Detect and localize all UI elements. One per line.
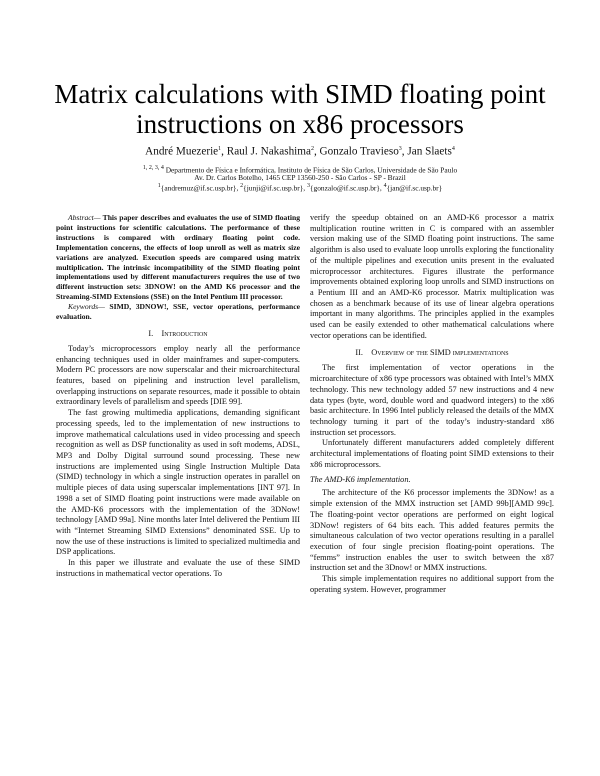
author-sup: 1 <box>218 146 222 152</box>
paragraph: Unfortunately different manufacturers added completely different architectural implementations of floating point SIMD extensions to their x86 microprocessors. <box>310 438 554 469</box>
email-address: {jan@if.sc.usp.br} <box>386 183 443 193</box>
section-1-heading <box>56 328 300 339</box>
paragraph: In this paper we illustrate and evaluate the use of these SIMD instructions in mathematical vector operations. To <box>56 558 300 578</box>
author-name: André Muezerie <box>145 145 219 158</box>
email-address: {gonzalo@if.sc.usp.br}, <box>309 183 384 193</box>
paragraph: verify the speedup obtained on an AMD-K6 processor a matrix multiplication routine written in C is compared with an assembler version making use of the SIMD floating point instructions. The same algorithm is also used to evaluate loop unrolls exploring the functionality of the multiple pipelines and execution units present in the evaluated microprocessor architectures. Figures illustrate the performance improvements obtained exploring loop unrolls and SIMD instructions on a Pentium III and an AMD-K6 processor. Matrix multiplication was chosen as a benchmark because of its use of linear algebra operations important in many algorithms. The principles applied in the examples used can be easily extended to other mathematical calculations where vector operations can be identified. <box>310 213 554 340</box>
abstract-label: Abstract <box>68 213 94 222</box>
email-sup: 3 <box>306 183 310 189</box>
author-name: Jan Slaets <box>407 145 452 158</box>
title-line-1: Matrix calculations with SIMD floating point <box>54 79 546 109</box>
subsection-heading: The AMD-K6 implementation. <box>310 475 411 485</box>
email-sup: 2 <box>240 183 244 189</box>
author-list: André Muezerie$^1$, Raul J. Nakashima$^2$, Gonzalo Travieso$^3$, Jan Slaets$^4$ <box>145 145 455 158</box>
abstract: Abstract— This paper describes and evaluates the use of SIMD floating point instructions for scientific calculations. The performance of these instructions is compared with ordinary floating point code. Implementation concerns, the effects of loop unroll as well as matrix size variations are analyzed. Execution speeds are compared using matrix multiplication. The intrinsic incompatibility of the SIMD floating point implementations used by different manufacturers requires the use of two different instruction sets: 3DNOW! on the AMD K6 processor and the Streaming-SIMD Extensions (SSE) on the Intel Pentium III processor. <box>56 213 300 302</box>
author-name: Gonzalo Travieso <box>319 145 399 158</box>
section-title-part: SIMD <box>427 348 453 358</box>
paragraph: The fast growing multimedia applications, demanding significant processing speeds, led to the implementation of new instructions to improve mathematical calculations used in video processing and speech recognition as well as DSP functionality as used in soft modems, ADSL, MP3 and Dolby Digital surround sound processing. These new instructions are implemented using Single Instruction Multiple Data (SIMD) technology in which a single instruction operates in parallel on multiple pieces of data using superscalar implementations [INT 97]. In 1998 a set of SIMD floating point instructions were made available on the AMD-K6 processors with the implementation of the 3DNow! technology [AMD 99a]. Nine months later Intel delivered the Pentium III with “Internet Streaming SIMD Extensions” denominated SSE. Up to now the use of these instructions is limited to specialized multimedia and DSP applications. <box>56 408 301 557</box>
title-line-2: instructions on x86 processors <box>136 109 464 139</box>
paper-title <box>40 79 560 139</box>
paragraph: This simple implementation requires no additional support from the operating system. However, programmer <box>310 574 554 594</box>
affiliation-institute: Departmento de Física e Informática, Instituto de Física de São Carlos, Universidade de São Paulo <box>163 165 458 175</box>
section-number: I. <box>148 328 154 338</box>
section-2-heading <box>310 347 554 358</box>
section-title: Introduction <box>161 328 208 338</box>
affiliation-emails <box>80 182 520 192</box>
email-sup: 1 <box>157 183 161 189</box>
keywords-text: SIMD, 3DNOW!, SSE, vector operations, performance evaluation. <box>56 302 300 322</box>
paragraph: The first implementation of vector operations in the microarchitecture of x86 type processors was obtained with Intel’s MMX technology. This new technology added 57 new instructions and 4 new data types (byte, word, double word and quadword integers) to the x86 basic architecture. In 1996 Intel publicly released the details of the MMX technology turning it part of the today’s industry-standard x86 instruction set processors. <box>310 363 554 437</box>
email-address: {junji@if.sc.usp.br}, <box>243 183 307 193</box>
author-sup: 3 <box>398 146 402 152</box>
author-sup: 2 <box>310 146 314 152</box>
affiliation-sup: 1, 2, 3, 4 <box>142 165 164 171</box>
author-name: Raul J. Nakashima <box>226 145 311 158</box>
paragraph: Today’s microprocessors employ nearly all the performance enhancing techniques used in older mainframes and super-computers. Modern PC processors are now superscalar and their microarchitectural features, based on pipelining and instruction level parallelism, overlapping instructions on separate resources, made it possible to obtain extraordinary levels of parallelism and speeds [DIE 99]. <box>56 343 300 407</box>
email-address: {andremuz@if.sc.usp.br}, <box>160 183 241 193</box>
paragraph: The architecture of the K6 processor implements the 3DNow! as a simple extension of the MMX instruction set [AMD 99b][AMD 99c]. The floating-point vector operations are performed on eight logical 3DNow! registers of 64 bits each. This added features permits the simultaneous calculation of two vector operations resulting in a parallel execution of four single precision floating-point operations. The “femms” instruction enables the user to switch between the x87 instruction set and the 3Dnow! or MMX instructions. <box>310 488 554 573</box>
section-title-part: implementations <box>452 348 509 358</box>
keywords: Keywords— SIMD, 3DNOW!, SSE, vector operations, performance evaluation. <box>56 302 300 322</box>
affiliation-line-2: Av. Dr. Carlos Botelho, 1465 CEP 13560-250 - São Carlos - SP - Brazil <box>194 173 406 182</box>
left-column <box>56 213 300 579</box>
section-title-part: Overview of the <box>371 348 428 358</box>
abstract-text: This paper describes and evaluates the use of SIMD floating point instructions for scientific calculations. The performance of these instructions is compared with ordinary floating point code. Implementation concerns, the effects of loop unroll as well as matrix size variations are analyzed. Execution speeds are compared using matrix multiplication. The intrinsic incompatibility of the SIMD floating point implementations used by different manufacturers requires the use of two different instruction sets: 3DNOW! on the AMD K6 processor and the Streaming-SIMD Extensions (SSE) on the Intel Pentium III processor. <box>56 213 300 302</box>
author-sup: 4 <box>451 146 455 152</box>
email-sup: 4 <box>383 183 387 189</box>
keywords-label: Keywords <box>68 302 99 312</box>
right-column <box>310 213 554 596</box>
section-number: II. <box>355 348 363 358</box>
